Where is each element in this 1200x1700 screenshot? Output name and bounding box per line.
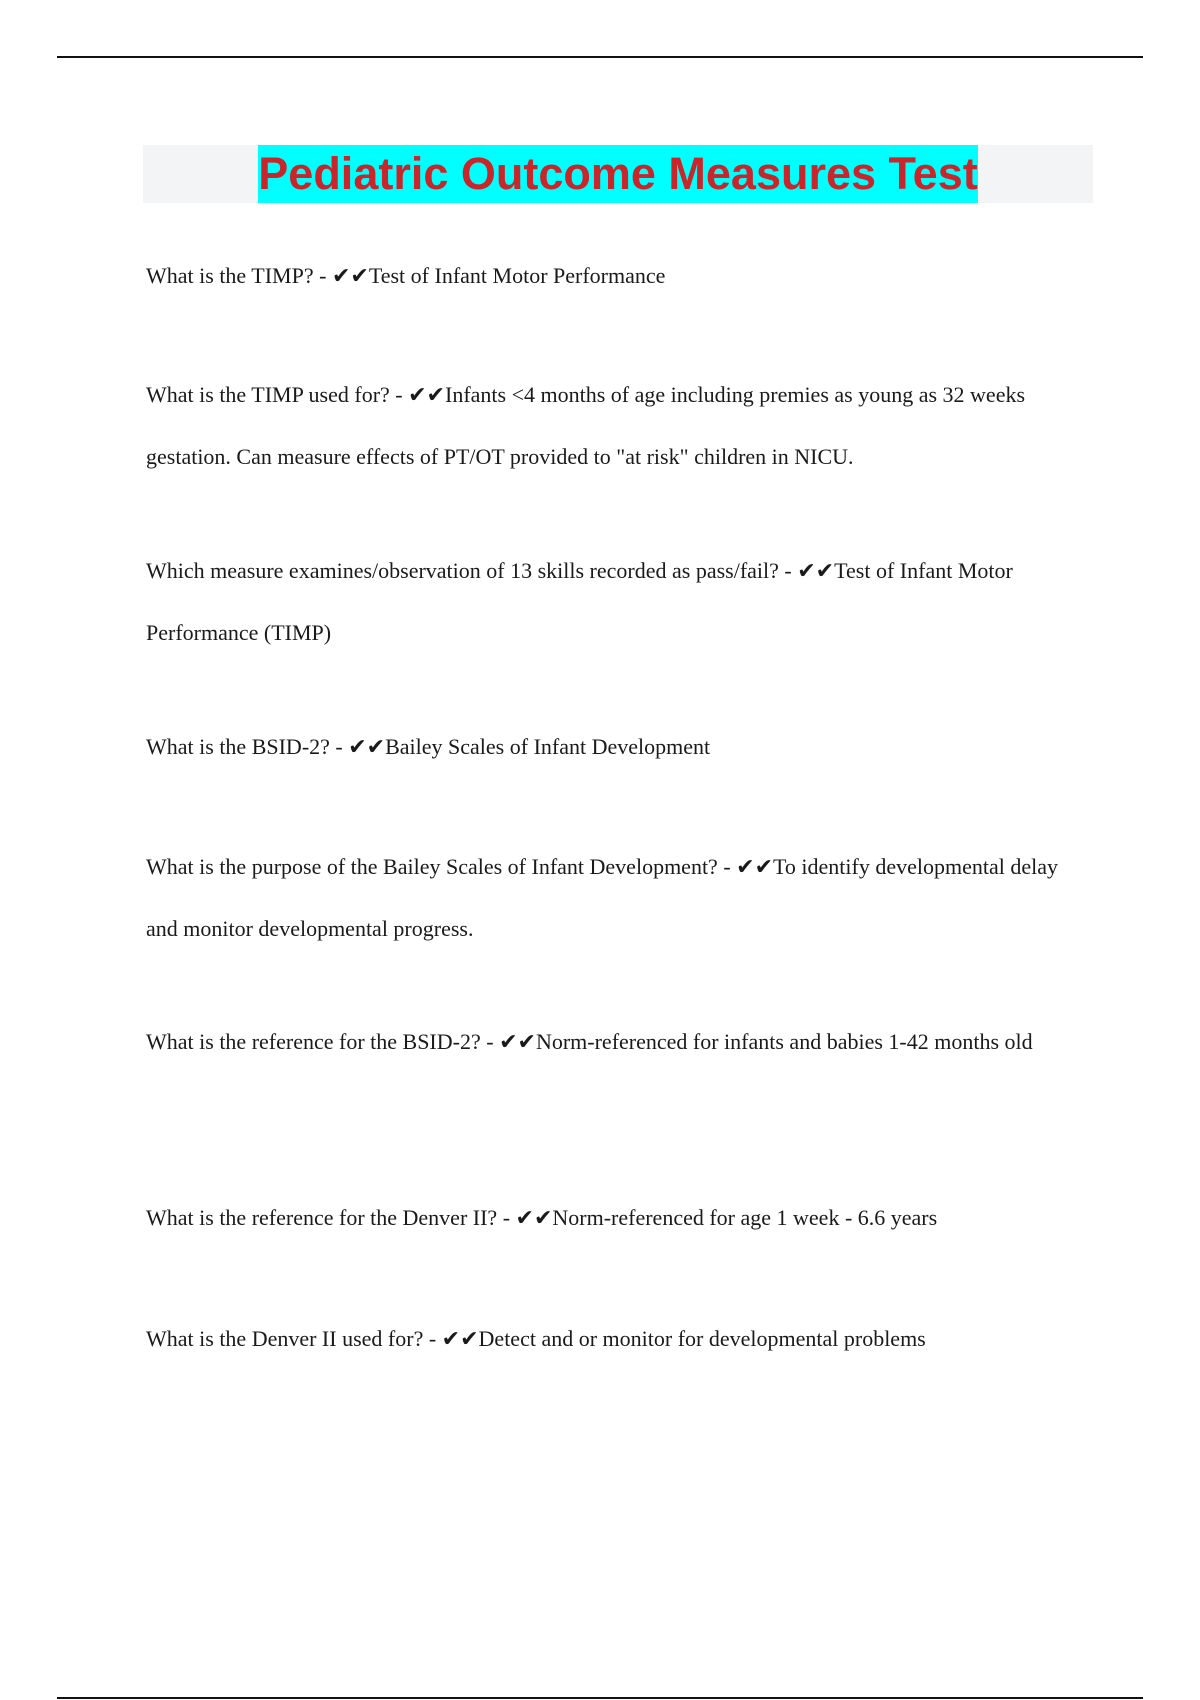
question-text: What is the reference for the BSID-2? — [146, 1029, 481, 1054]
qa-item — [146, 364, 1086, 487]
double-check-icon: ✔✔ — [441, 1327, 479, 1352]
answer-text: Bailey Scales of Infant Development — [385, 734, 711, 759]
question-text: What is the TIMP? — [146, 263, 314, 288]
double-check-icon: ✔✔ — [331, 264, 369, 289]
answer-text: To identify developmental delay and monitor developmental progress. — [146, 854, 1059, 941]
page-title: Pediatric Outcome Measures Test — [258, 145, 977, 203]
qa-separator: - — [480, 1029, 500, 1054]
answer-text: Detect and or monitor for developmental problems — [478, 1326, 926, 1351]
qa-separator: - — [717, 854, 737, 879]
qa-separator: - — [497, 1205, 516, 1230]
qa-separator: - — [313, 263, 332, 288]
qa-separator: - — [329, 734, 349, 759]
answer-text: Test of Infant Motor Performance (TIMP) — [146, 558, 1013, 645]
qa-item — [146, 1011, 1086, 1073]
question-text: What is the Denver II used for? — [146, 1326, 424, 1351]
double-check-icon: ✔✔ — [736, 855, 774, 880]
double-check-icon: ✔✔ — [797, 559, 835, 584]
answer-text: Norm-referenced for infants and babies 1-42 months old — [535, 1029, 1033, 1054]
qa-item — [146, 716, 1086, 778]
double-check-icon: ✔✔ — [348, 735, 386, 760]
qa-separator: - — [389, 382, 409, 407]
qa-item — [146, 836, 1086, 959]
answer-text: Test of Infant Motor Performance — [368, 263, 666, 288]
question-text: What is the BSID-2? — [146, 734, 330, 759]
double-check-icon: ✔✔ — [499, 1030, 536, 1055]
double-check-icon: ✔✔ — [515, 1206, 553, 1231]
qa-item — [146, 1187, 1086, 1249]
question-text: What is the TIMP used for? — [146, 382, 390, 407]
question-text: What is the reference for the Denver II? — [146, 1205, 498, 1230]
answer-text: Norm-referenced for age 1 week - 6.6 years — [552, 1205, 938, 1230]
bottom-rule — [57, 1697, 1143, 1699]
qa-item — [146, 245, 1086, 307]
title-band — [143, 145, 1093, 203]
top-rule — [57, 56, 1143, 58]
qa-item — [146, 1308, 1086, 1370]
qa-separator: - — [423, 1326, 442, 1351]
answer-text: Infants <4 months of age including premies as young as 32 weeks gestation. Can measure effects of PT/OT provided to "at risk" children in NICU. — [146, 382, 1026, 469]
qa-item — [146, 540, 1086, 663]
question-text: Which measure examines/observation of 13 skills recorded as pass/fail? — [146, 558, 779, 583]
question-text: What is the purpose of the Bailey Scales of Infant Development? — [146, 854, 718, 879]
qa-separator: - — [778, 558, 798, 583]
double-check-icon: ✔✔ — [408, 383, 445, 408]
